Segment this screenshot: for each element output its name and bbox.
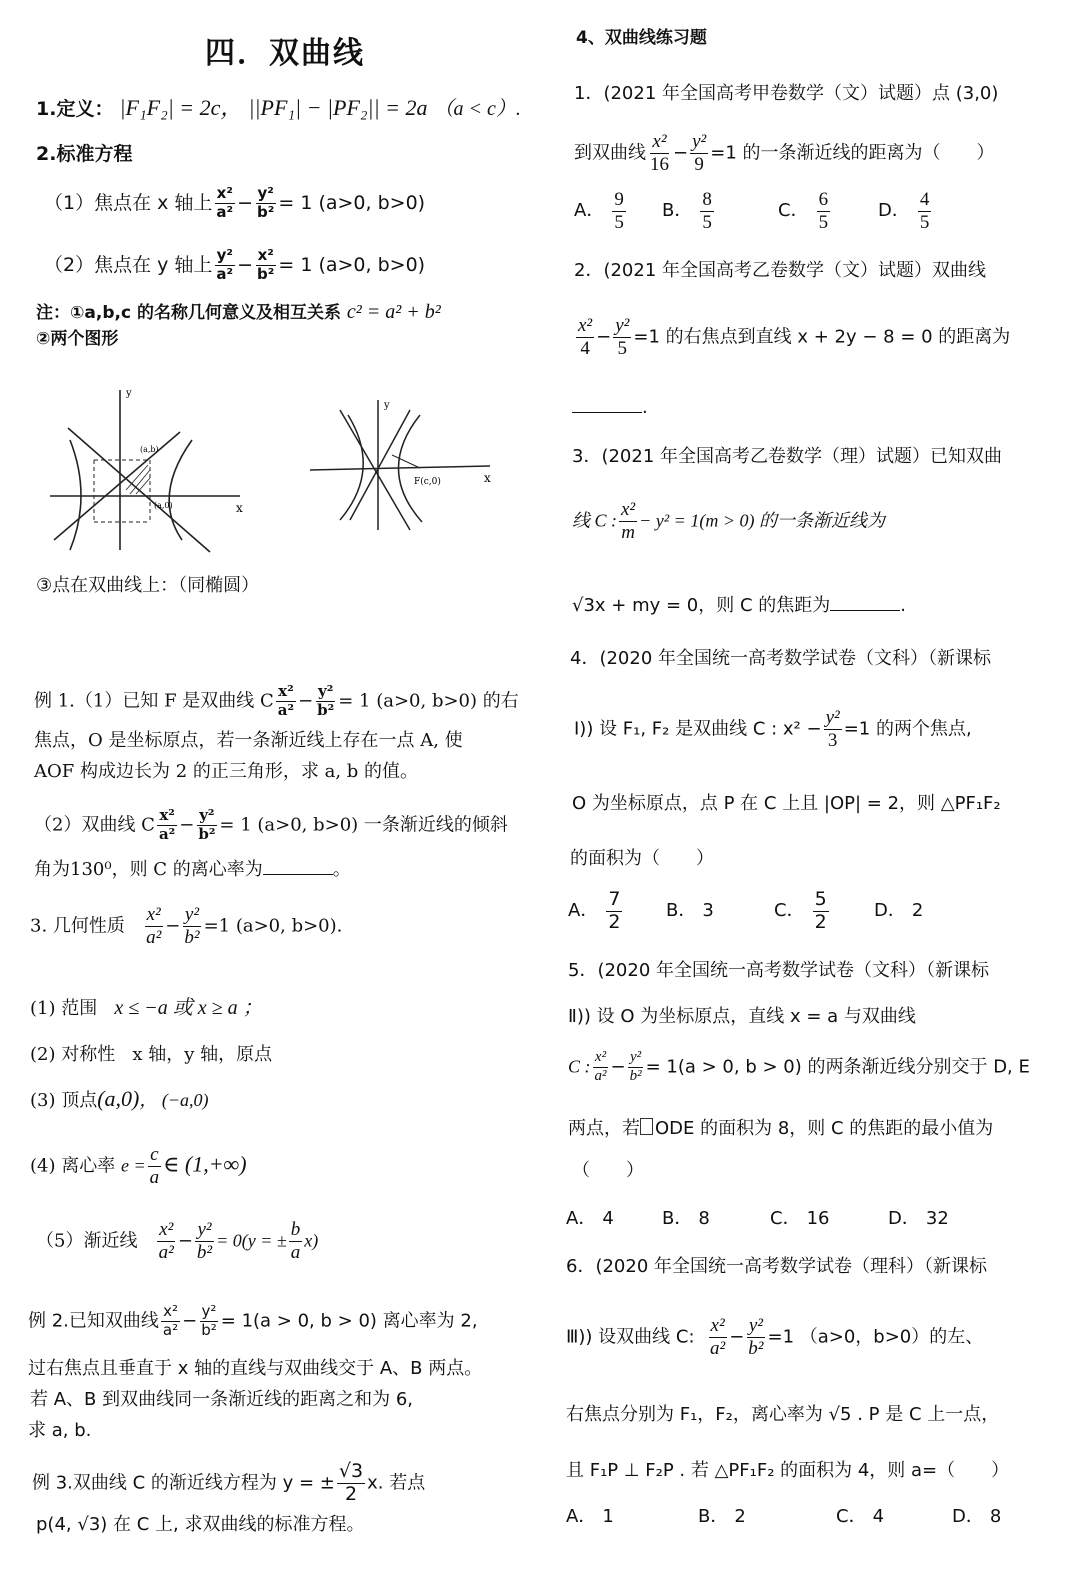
svg-text:F(c,0): F(c,0) bbox=[414, 477, 441, 487]
note-line-2: ②两个图形 bbox=[36, 329, 119, 349]
q6-option-c[interactable]: C． 4 bbox=[836, 1506, 885, 1527]
page-title: 四．双曲线 bbox=[205, 36, 365, 71]
svg-text:(a,b): (a,b) bbox=[140, 445, 159, 454]
example-3-line-1: 例 3.双曲线 C 的渐近线方程为 y = ± $\frac{√3}{2}$ x. 若点 bbox=[32, 1460, 426, 1505]
q4-line-3: O 为坐标原点，点 P 在 C 上且 |OP| = 2，则 △PF₁F₂ bbox=[572, 793, 1001, 814]
example-1-part-2-line-2: 角为130⁰，则 C 的离心率为 。 bbox=[34, 859, 351, 880]
standard-equation-heading: 2.标准方程 bbox=[36, 143, 133, 165]
q5-line-4: 两点，若 ODE 的面积为 8，则 C 的焦距的最小值为 bbox=[568, 1118, 994, 1139]
q4-options bbox=[568, 890, 923, 933]
q4-option-d[interactable]: D． 2 bbox=[874, 900, 924, 922]
std-eq-x-label: （1）焦点在 x 轴上 bbox=[44, 191, 213, 214]
q6-line-3: 右焦点分别为 F₁，F₂，离心率为 √5 . P 是 C 上一点， bbox=[566, 1404, 1000, 1425]
q1-option-a[interactable]: A． $\frac{9}{5}$ bbox=[574, 189, 624, 233]
q6-line-2: Ⅲ)) 设双曲线 C: $\frac{\text{x²}}{\text{a²}}$ − $\frac{\text{y²}}{\text{b²}}$ =1 （a>0，b>0）的左、 bbox=[566, 1315, 984, 1359]
example-2-line-4: 求 a, b. bbox=[28, 1420, 92, 1441]
q6-options bbox=[566, 1508, 1001, 1526]
q5-options bbox=[566, 1210, 949, 1228]
q1-line-1: 1．(2021 年全国高考甲卷数学（文）试题）点 (3,0) bbox=[574, 83, 999, 104]
note-line-1: 注：①a,b,c 的名称几何意义及相互关系 c² = a² + b² bbox=[36, 301, 441, 323]
q2-line-2: $\frac{\text{x²}}{4}$ − $\frac{\text{y²}}{5}$ =1 的右焦点到直线 x + 2y − 8 = 0 的距离为 bbox=[578, 315, 1011, 359]
missing-glyph-box bbox=[640, 1118, 653, 1135]
property-symmetry: (2) 对称性 x 轴，y 轴，原点 bbox=[30, 1044, 273, 1065]
q4-option-a[interactable]: A． $\frac{7}{2}$ bbox=[568, 888, 621, 933]
q5-option-c[interactable]: C． 16 bbox=[770, 1208, 830, 1229]
svg-text:y: y bbox=[384, 400, 390, 411]
q4-line-4: 的面积为（ ） bbox=[570, 848, 714, 869]
svg-text:(a,0): (a,0) bbox=[154, 501, 173, 510]
hyperbola-figure-focus bbox=[310, 400, 500, 530]
q4-option-b[interactable]: B． 3 bbox=[666, 900, 714, 922]
q5-option-a[interactable]: A． 4 bbox=[566, 1208, 614, 1229]
geometric-properties-heading: 3. 几何性质 $\frac{\text{x²}}{\text{a²}}$ − $\frac{\text{y²}}{\text{b²}}$ =1 (a>0, b>0). bbox=[30, 904, 343, 948]
q2-answer-line: . bbox=[572, 396, 648, 417]
q1-option-b[interactable]: B． $\frac{8}{5}$ bbox=[662, 189, 712, 233]
q6-option-b[interactable]: B． 2 bbox=[698, 1506, 746, 1527]
example-2-line-3: 若 A、B 到双曲线同一条渐近线的距离之和为 6, bbox=[30, 1389, 413, 1410]
q3-line-1: 3．(2021 年全国高考乙卷数学（理）试题）已知双曲 bbox=[572, 446, 1003, 467]
relation-formula: c² = a² + b² bbox=[346, 301, 441, 323]
property-eccentricity: (4) 离心率 e = $\frac{c}{a}$ ∈ (1,+∞) bbox=[30, 1144, 247, 1188]
q5-line-5: （ ） bbox=[572, 1160, 644, 1181]
definition-line bbox=[36, 97, 521, 119]
q6-option-a[interactable]: A． 1 bbox=[566, 1506, 614, 1527]
q2-answer-blank[interactable] bbox=[572, 396, 642, 413]
svg-text:x: x bbox=[236, 501, 243, 515]
q5-line-1: 5．(2020 年全国统一高考数学试卷（文科）（新课标 bbox=[568, 960, 990, 981]
svg-text:y: y bbox=[126, 388, 132, 399]
hyperbola-figure-horizontal bbox=[50, 390, 250, 560]
q3-line-3: √3x + my = 0，则 C 的焦距为 . bbox=[572, 595, 907, 616]
answer-blank[interactable] bbox=[263, 858, 333, 875]
q2-line-1: 2．(2021 年全国高考乙卷数学（文）试题）双曲线 bbox=[574, 260, 987, 281]
q6-option-d[interactable]: D． 8 bbox=[952, 1506, 1002, 1527]
q3-answer-blank[interactable] bbox=[830, 594, 900, 611]
example-2-line-2: 过右焦点且垂直于 x 轴的直线与双曲线交于 A、B 两点。 bbox=[28, 1358, 483, 1379]
definition-condition: （a < c）. bbox=[433, 98, 521, 120]
example-1-part-1: 例 1.（1）已知 F 是双曲线 C $\frac{\text{x²}}{\text{a²}}$ − $\frac{\text{y²}}{\text{b²}}$ = 1 (a>0, b>0) 的右 bbox=[34, 682, 519, 719]
q4-option-c[interactable]: C． $\frac{5}{2}$ bbox=[774, 888, 827, 933]
property-asymptote: （5）渐近线 $\frac{\text{x²}}{\text{a²}}$ − $\frac{\text{y²}}{\text{b²}}$ = 0(y = ± $\frac{b}{a}$ x) bbox=[36, 1219, 319, 1263]
point-on-hyperbola: ③点在双曲线上：（同椭圆） bbox=[36, 575, 260, 596]
example-1-part-2: （2）双曲线 C $\frac{\text{x²}}{\text{a²}}$ − $\frac{\text{y²}}{\text{b²}}$ = 1 (a>0, b>0) 一条渐近线的倾斜 bbox=[34, 806, 508, 843]
focal-distance-formula: |F₁F₂| = 2c， bbox=[119, 95, 243, 120]
q1-options bbox=[574, 190, 933, 233]
exercises-heading: 4、双曲线练习题 bbox=[576, 28, 707, 48]
q6-line-4: 且 F₁P ⊥ F₂P . 若 △PF₁F₂ 的面积为 4，则 a=（ ） bbox=[566, 1460, 1010, 1481]
definition-label: 1.定义： bbox=[36, 98, 114, 120]
property-vertex: (3) 顶点(a,0)， (−a,0) bbox=[30, 1086, 209, 1111]
std-eq-y-axis: （2）焦点在 y 轴上 $\frac{\text{y²}}{\text{a²}}$ − $\frac{\text{x²}}{\text{b²}}$ = 1 (a>0, b>0) bbox=[44, 246, 426, 283]
q4-line-2: Ⅰ)) 设 F₁, F₂ 是双曲线 C : x² − $\frac{\text{y²}}{3}$ =1 的两个焦点, bbox=[574, 707, 972, 751]
q6-line-1: 6．(2020 年全国统一高考数学试卷（理科）（新课标 bbox=[566, 1256, 988, 1277]
q4-line-1: 4．(2020 年全国统一高考数学试卷（文科）（新课标 bbox=[570, 648, 992, 669]
example-2-line-1: 例 2.已知双曲线 $\frac{\text{x²}}{\text{a²}}$ − $\frac{\text{y²}}{\text{b²}}$ = 1(a > 0, b > 0) 离心率为 2, bbox=[28, 1302, 478, 1339]
difference-formula: ||PF₁| − |PF₂|| = 2a bbox=[248, 95, 428, 120]
q5-line-3: C : $\frac{\text{x²}}{\text{a²}}$ − $\frac{\text{y²}}{\text{b²}}$ = 1(a > 0, b > 0) 的两条渐近线分别交于 D, E bbox=[568, 1049, 1030, 1084]
example-1-line-2: 焦点，O 是坐标原点，若一条渐近线上存在一点 A, 使 bbox=[34, 730, 463, 751]
std-eq-y-label: （2）焦点在 y 轴上 bbox=[44, 253, 213, 276]
q1-line-2: 到双曲线 $\frac{\text{x²}}{16}$ − $\frac{\text{y²}}{9}$ =1 的一条渐近线的距离为（ ） bbox=[574, 131, 995, 175]
q3-line-2: 线 C : $\frac{\text{x²}}{m}$ − y² = 1(m > 0) 的一条渐近线为 bbox=[572, 499, 885, 543]
svg-text:x: x bbox=[484, 471, 491, 485]
q1-option-d[interactable]: D． $\frac{4}{5}$ bbox=[878, 189, 930, 233]
q5-option-b[interactable]: B． 8 bbox=[662, 1208, 710, 1229]
std-eq-x-axis: （1）焦点在 x 轴上 $\frac{\text{x²}}{\text{a²}}$ − $\frac{\text{y²}}{\text{b²}}$ = 1 (a>0, b>0) bbox=[44, 184, 426, 221]
example-3-line-2: p(4, √3) 在 C 上, 求双曲线的标准方程。 bbox=[36, 1514, 365, 1535]
property-range: (1) 范围 x ≤ −a 或 x ≥ a ； bbox=[30, 997, 263, 1019]
q5-option-d[interactable]: D． 32 bbox=[888, 1208, 949, 1229]
q1-option-c[interactable]: C． $\frac{6}{5}$ bbox=[778, 189, 829, 233]
example-1-line-3: AOF 构成边长为 2 的正三角形，求 a, b 的值。 bbox=[34, 761, 419, 782]
q5-line-2: Ⅱ)) 设 O 为坐标原点，直线 x = a 与双曲线 bbox=[568, 1006, 916, 1027]
